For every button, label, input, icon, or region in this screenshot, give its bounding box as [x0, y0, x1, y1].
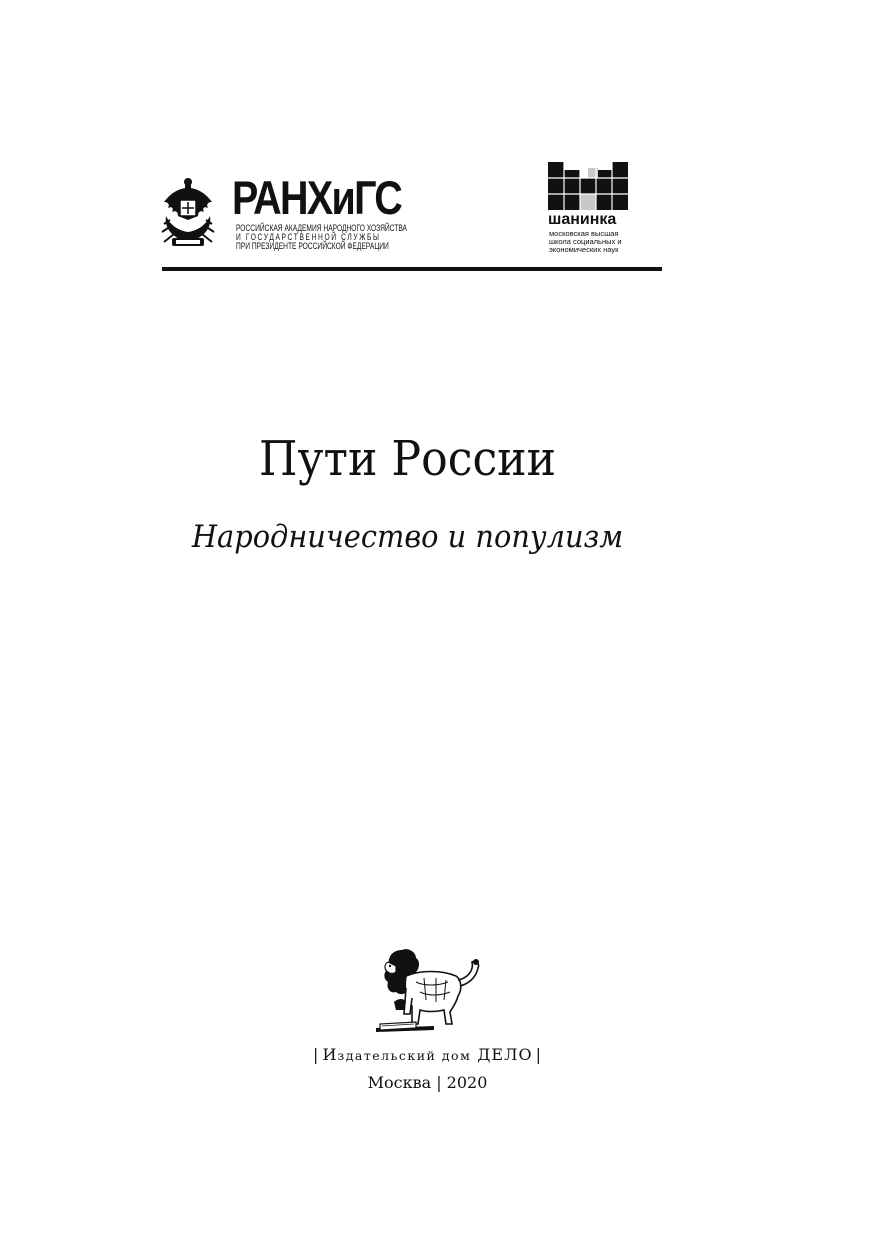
lion-icon — [376, 948, 488, 1036]
publisher-name-rest: здательский дом — [337, 1048, 472, 1063]
header-divider-rule — [162, 267, 662, 271]
ranepa-abbreviation: РАНХиГС — [232, 171, 402, 224]
publisher-bar-left: | — [313, 1045, 320, 1064]
shaninka-subtitle-line3: экономических наук — [549, 245, 619, 254]
shaninka-subtitle-line2: школа социальных и — [549, 237, 622, 246]
ranepa-emblem-icon — [160, 176, 216, 250]
book-subtitle: Народничество и популизм — [191, 519, 624, 555]
ranepa-fullname-line2: И ГОСУДАРСТВЕННОЙ СЛУЖБЫ — [236, 232, 381, 242]
imprint-city-year: Москва | 2020 — [367, 1073, 488, 1092]
shaninka-pixel-logo-icon — [548, 162, 630, 210]
shaninka-subtitle-line1: московская высшая — [549, 229, 619, 238]
publisher-name-initial: И — [322, 1045, 338, 1064]
ranepa-fullname-line1: РОССИЙСКАЯ АКАДЕМИЯ НАРОДНОГО ХОЗЯЙСТВА — [236, 223, 408, 233]
book-title: Пути России — [259, 431, 557, 487]
publisher-bar-right: | — [535, 1045, 542, 1064]
shaninka-name: шанинка — [548, 211, 617, 228]
publisher-brand: ДЕЛО — [477, 1045, 533, 1064]
ranepa-fullname-line3: ПРИ ПРЕЗИДЕНТЕ РОССИЙСКОЙ ФЕДЕРАЦИИ — [236, 241, 389, 251]
publisher-imprint — [0, 1045, 855, 1066]
